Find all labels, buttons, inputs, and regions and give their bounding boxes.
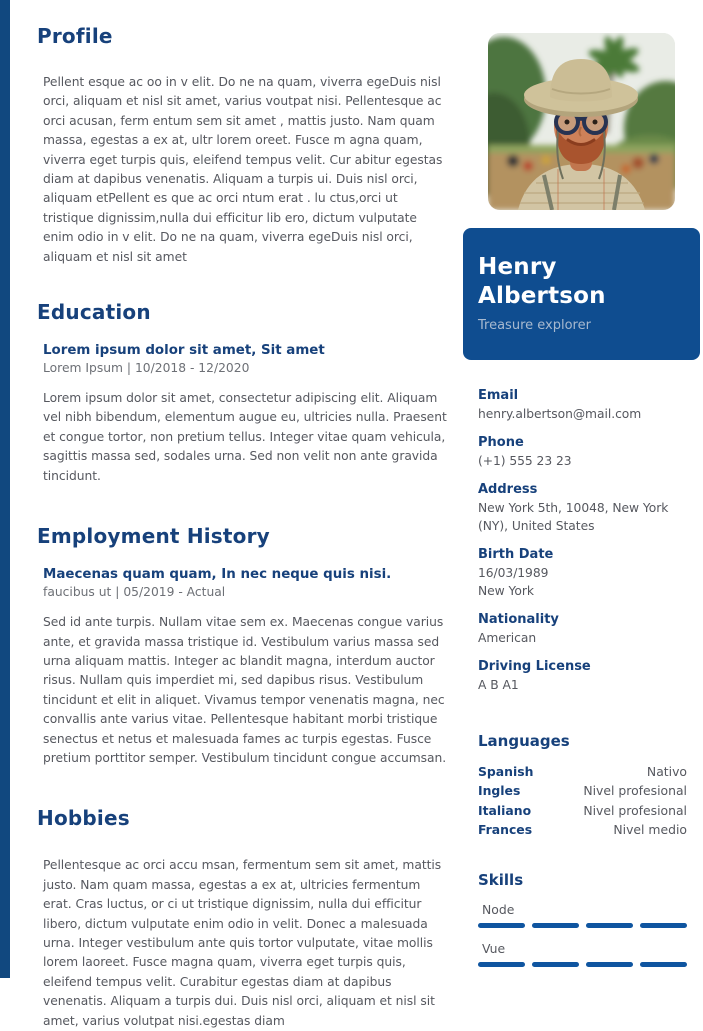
skill-bar-segment: [586, 962, 633, 967]
candidate-name: [478, 253, 685, 311]
language-row: [478, 801, 687, 820]
contact-entry-email: [478, 387, 685, 423]
main-column: [37, 24, 448, 1031]
profile-photo: [488, 33, 675, 210]
language-name: Ingles: [478, 783, 521, 799]
contact-details: [463, 360, 700, 694]
education-item: [37, 342, 448, 486]
skill-row: [478, 941, 687, 967]
left-accent-bar: [0, 0, 10, 978]
skills-heading: Skills: [478, 870, 524, 889]
contact-value: American: [478, 631, 537, 645]
name-card: [463, 228, 700, 360]
education-item-title: Lorem ipsum dolor sit amet, Sit amet: [43, 343, 325, 359]
language-name: Italiano: [478, 802, 532, 818]
skill-bar-segment: [640, 923, 687, 928]
hobbies-text: Pellentesque ac orci accu msan, fermentum sem sit amet, mattis justo. Nam quam massa, egestas a ex at, ultricies fermentum erat. Cras luctus, or ci ut tristique dignissim, nulla dui efficitur libero, dictum vulputate enim odio in velit. Donec a malesuada urna. Integer vestibulum ante quis tortor vulputate, vitae mollis lorem laoreet. Fusce magna quam, viverra eget turpis quis, eleifend tempus velit. Curabitur egestas diam at dapibus venenatis. Aliquam a turpis dui. Duis nisl orci, aliquam et nisl sit amet, varius volutpat nisi.egestas diam: [43, 858, 442, 1028]
contact-label: Email: [478, 388, 519, 403]
candidate-job-title: Treasure explorer: [478, 318, 591, 333]
contact-entry-nationality: [478, 611, 685, 647]
profile-section-heading: Profile: [37, 24, 113, 48]
contact-label: Nationality: [478, 612, 559, 627]
profile-photo-illustration: [488, 33, 675, 210]
skill-bar-segment: [478, 962, 525, 967]
skill-bar-segment: [478, 923, 525, 928]
education-item-description: Lorem ipsum dolor sit amet, consectetur adipiscing elit. Aliquam vel nibh bibendum, elementum augue eu, ultricies nulla. Praesent et congue tortor, non pretium tellus. Integer vitae quam vehicula, sagittis massa sed, sodales urna. Sed non velit non ante gravida tincidunt.: [43, 391, 447, 483]
contact-value: (+1) 555 23 23: [478, 454, 572, 468]
education-section-heading: Education: [37, 300, 151, 325]
candidate-last-name: Albertson: [478, 283, 606, 309]
skill-bar-segment: [640, 962, 687, 967]
language-row: [478, 762, 687, 781]
profile-text: Pellent esque ac oo in v elit. Do ne na quam, viverra egeDuis nisl orci, aliquam et nisl sit amet, varius voutpat nisi. Pellentesque ac orci acusan, ferm entum sem sit amet , mattis justo. Nam quam massa, egestas a ex at, ultr lorem oreet. Fusce m agna quam, viverra eget turpis quis, eleifend tempus velit. Cur abitur egestas diam at dapibus venenatis. Aliquam a turpis ui. Duis nisl orci, aliquam etPellent es que ac orci ntum erat . lu ctus,orci ut tristique dignissim,nulla dui efficitur lib ero, dictum vulputate enim odio in v elit. Do ne na quam, viverra egeDuis nisl orci, aliquam et nisl sit amet: [43, 75, 443, 264]
contact-entry-driving-license: [478, 658, 685, 694]
skill-name: Node: [482, 901, 515, 917]
skill-bar-segment: [532, 962, 579, 967]
skill-bar-segment: [532, 923, 579, 928]
languages-section: [463, 732, 700, 840]
employment-item-title: Maecenas quam quam, In nec neque quis nisi.: [43, 567, 392, 583]
employment-item-meta: faucibus ut | 05/2019 - Actual: [43, 585, 226, 600]
language-level: Nivel profesional: [583, 802, 687, 818]
language-level: Nativo: [646, 764, 687, 779]
language-level: Nivel medio: [613, 822, 687, 838]
language-name: Spanish: [478, 764, 534, 779]
contact-value: A B A1: [478, 678, 519, 692]
skills-section: [463, 871, 700, 967]
education-item-meta: Lorem Ipsum | 10/2018 - 12/2020: [43, 361, 250, 376]
contact-value: New York: [478, 584, 534, 598]
contact-label: Phone: [478, 435, 524, 450]
employment-item-description: Sed id ante turpis. Nullam vitae sem ex. Maecenas congue varius ante, et gravida massa tristique id. Vestibulum varius massa sed urna aliquam mattis. Integer ac blandit magna, interdum auctor risus. Nullam quis imperdiet mi, sed dapibus risus. Vestibulum tincidunt et elit in aliquet. Vivamus tempor venenatis magna, nec convallis ante varius vitae. Pellentesque habitant morbi tristique senectus et netus et malesuada fames ac turpis egestas. Fusce pretium porttitor semper. Vestibulum tincidunt congue accumsan.: [43, 615, 447, 765]
skill-name: Vue: [482, 940, 506, 956]
skill-level-bar: [478, 962, 687, 967]
contact-label: Address: [478, 482, 538, 497]
contact-entry-birth-date: [478, 546, 685, 600]
contact-entry-phone: [478, 434, 685, 470]
employment-section-heading: Employment History: [37, 524, 270, 549]
contact-value: New York 5th, 10048, New York (NY), United States: [478, 501, 669, 533]
language-level: Nivel profesional: [583, 783, 687, 799]
employment-item: [37, 566, 448, 768]
language-row: [478, 820, 687, 839]
contact-entry-address: [478, 481, 685, 535]
contact-label: Birth Date: [478, 547, 554, 562]
language-name: Frances: [478, 822, 533, 838]
hobbies-section-heading: Hobbies: [37, 806, 130, 831]
candidate-first-name: Henry: [478, 254, 557, 280]
skill-bar-segment: [586, 923, 633, 928]
languages-heading: Languages: [478, 732, 570, 750]
contact-label: Driving License: [478, 659, 591, 674]
contact-value: henry.albertson@mail.com: [478, 407, 642, 421]
language-row: [478, 781, 687, 800]
sidebar: [463, 33, 700, 980]
skill-row: [478, 902, 687, 928]
skill-level-bar: [478, 923, 687, 928]
contact-value: 16/03/1989: [478, 566, 549, 580]
